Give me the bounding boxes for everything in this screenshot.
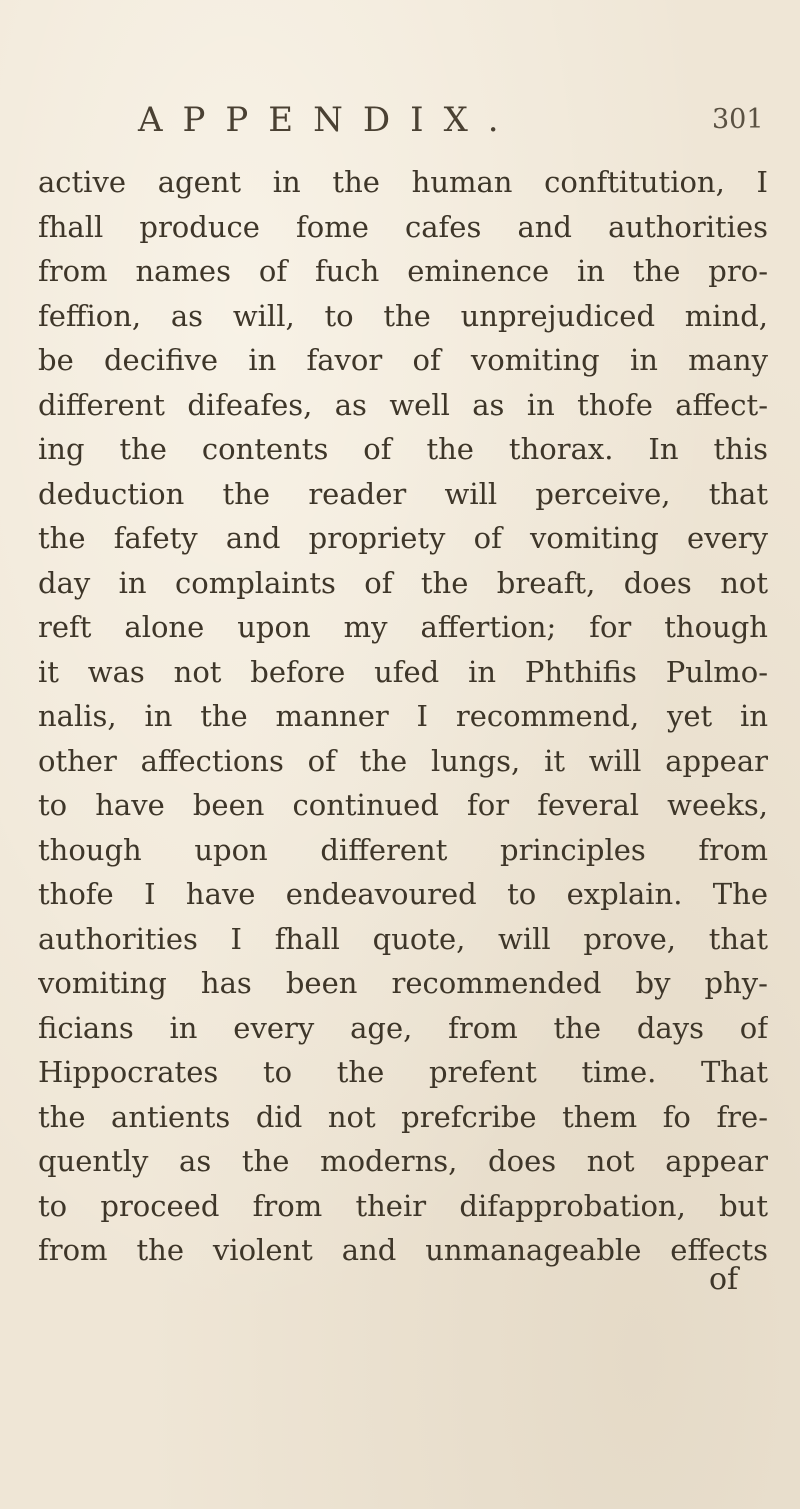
text-line: ing the contents of the thorax. In this bbox=[38, 432, 768, 466]
page-number: 301 bbox=[712, 104, 764, 135]
page-header bbox=[0, 100, 800, 150]
text-line: authorities I fhall quote, will prove, that bbox=[38, 921, 768, 956]
text-line: the fafety and propriety of vomiting every bbox=[38, 521, 768, 555]
text-line: from the violent and unmanageable effects bbox=[38, 1233, 768, 1267]
text-line: day in complaints of the breaft, does not bbox=[38, 565, 768, 600]
text-line: different difeafes, as well as in thofe affect- bbox=[38, 387, 768, 422]
text-line: it was not before ufed in Phthifis Pulmo- bbox=[38, 654, 768, 689]
text-line: other affections of the lungs, it will appear bbox=[38, 743, 768, 778]
text-line: active agent in the human conftitution, I bbox=[38, 165, 768, 199]
text-line: from names of fuch eminence in the pro- bbox=[38, 254, 768, 288]
text-line: feffion, as will, to the unprejudiced mind, bbox=[38, 298, 768, 333]
text-line: thofe I have endeavoured to explain. The bbox=[38, 877, 768, 911]
text-line: vomiting has been recommended by phy- bbox=[38, 966, 768, 1000]
text-line: quently as the moderns, does not appear bbox=[38, 1144, 768, 1178]
text-line: ficians in every age, from the days of bbox=[38, 1010, 768, 1045]
catchword: of bbox=[709, 1262, 739, 1297]
text-line: fhall produce fome cafes and authorities bbox=[38, 209, 768, 244]
text-line: deduction the reader will perceive, that bbox=[38, 476, 768, 511]
body-text bbox=[38, 160, 768, 1273]
text-line: though upon different principles from bbox=[38, 832, 768, 867]
running-head: APPENDIX. bbox=[138, 100, 519, 140]
text-line: to proceed from their difapprobation, but bbox=[38, 1188, 768, 1223]
text-line: reft alone upon my affertion; for though bbox=[38, 610, 768, 644]
text-line: nalis, in the manner I recommend, yet in bbox=[38, 699, 768, 733]
text-line: the antients did not prefcribe them fo fre- bbox=[38, 1099, 768, 1134]
text-line: to have been continued for feveral weeks, bbox=[38, 788, 768, 822]
text-line: be decifive in favor of vomiting in many bbox=[38, 343, 768, 377]
text-line: Hippocrates to the prefent time. That bbox=[38, 1055, 768, 1089]
